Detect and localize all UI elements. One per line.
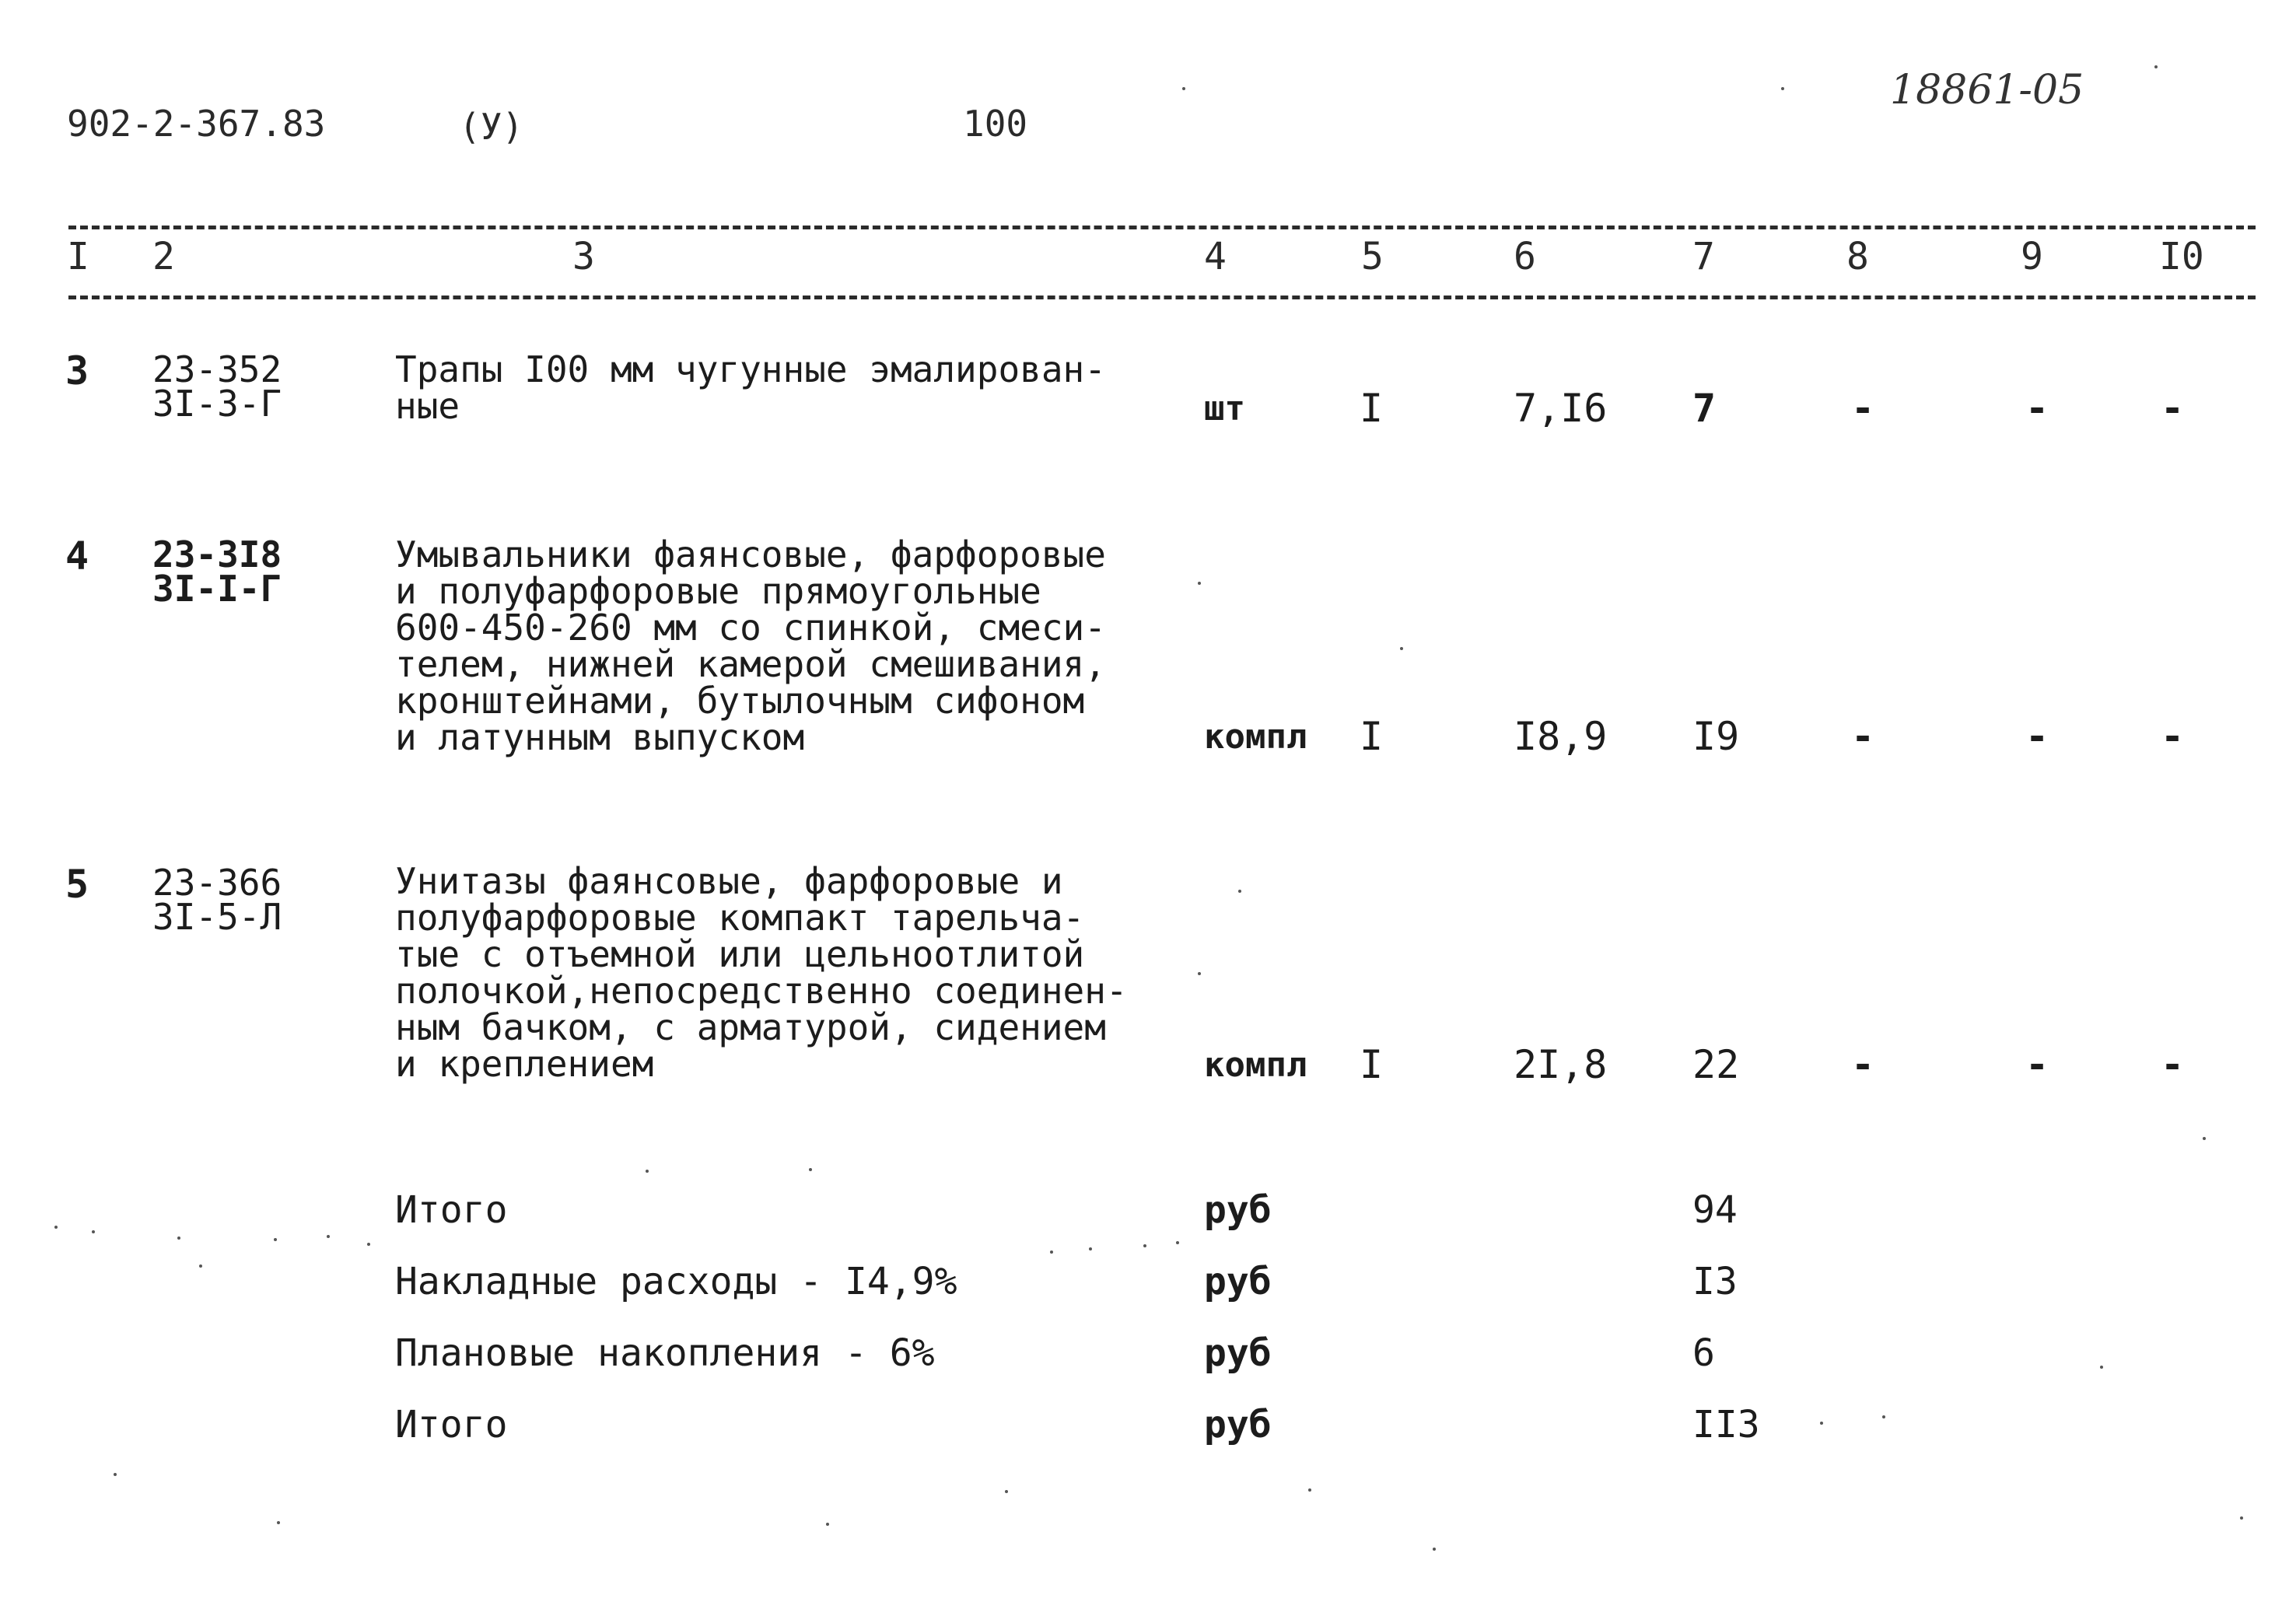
row-description: Трапы I00 мм чугунные эмалирован- ные — [395, 348, 1106, 427]
row-code-primary: 23-3I8 — [152, 533, 282, 575]
row-unit: компл — [1204, 717, 1307, 757]
row-code-primary: 23-352 — [152, 348, 282, 390]
summary-unit: руб — [1204, 1403, 1272, 1446]
row-col10: - — [2161, 714, 2185, 759]
summary-value: 94 — [1692, 1188, 1738, 1232]
row-col9: - — [2025, 386, 2049, 431]
summary-label: Плановые накопления - 6% — [395, 1331, 935, 1375]
summary-unit: руб — [1204, 1331, 1272, 1375]
summary-unit: руб — [1204, 1260, 1272, 1303]
column-header-2: 2 — [152, 235, 175, 278]
row-col9: - — [2025, 1042, 2049, 1087]
row-col8: - — [1851, 386, 1875, 431]
summary-label: Итого — [395, 1188, 508, 1232]
column-header-5: 5 — [1361, 235, 1384, 278]
row-description: Унитазы фаянсовые, фарфоровые и полуфарфоровые компакт тарельча- тые с отъемной или цельноотлитой полочкой,непосредственно соединен- ным бачком, с арматурой, сидением и креплением — [395, 860, 1128, 1085]
summary-value: II3 — [1692, 1403, 1760, 1446]
column-header-10: I0 — [2159, 235, 2204, 278]
row-col10: - — [2161, 1042, 2185, 1087]
summary-unit: руб — [1204, 1188, 1272, 1232]
page-number: 100 — [963, 103, 1028, 145]
row-quantity: I — [1360, 386, 1384, 431]
header-bottom-rule — [68, 296, 2256, 299]
row-code-secondary: 3I-3-Г — [152, 383, 282, 425]
row-col8: - — [1851, 1042, 1875, 1087]
row-code-secondary: 3I-5-Л — [152, 896, 282, 938]
row-unit: компл — [1204, 1045, 1307, 1085]
row-unit-price: 7,I6 — [1514, 386, 1608, 431]
column-header-9: 9 — [2021, 235, 2043, 278]
document-code: 902-2-367.83 — [67, 103, 326, 145]
summary-value: 6 — [1692, 1331, 1715, 1375]
document-variant: (У) — [459, 106, 524, 148]
inventory-stamp: 18861-05 — [1890, 67, 2084, 114]
row-number: 4 — [65, 533, 89, 579]
row-number: 3 — [65, 348, 89, 394]
column-header-4: 4 — [1204, 235, 1227, 278]
header-top-rule — [68, 226, 2256, 229]
column-header-6: 6 — [1514, 235, 1536, 278]
row-col10: - — [2161, 386, 2185, 431]
row-code-secondary: 3I-I-Г — [152, 568, 282, 610]
column-header-1: I — [67, 235, 89, 278]
summary-label: Накладные расходы - I4,9% — [395, 1260, 957, 1303]
column-header-8: 8 — [1846, 235, 1869, 278]
summary-label: Итого — [395, 1403, 508, 1446]
row-unit: шт — [1204, 389, 1245, 428]
row-col9: - — [2025, 714, 2049, 759]
row-unit-price: I8,9 — [1514, 714, 1608, 759]
row-total: 7 — [1692, 386, 1717, 431]
row-unit-price: 2I,8 — [1514, 1042, 1608, 1087]
row-description: Умывальники фаянсовые, фарфоровые и полуфарфоровые прямоугольные 600-450-260 мм со спинкой, смеси- телем, нижней камерой смешивания, кронштейнами, бутылочным сифоном и латунным выпуском — [395, 533, 1106, 758]
column-header-3: 3 — [572, 235, 595, 278]
row-code-primary: 23-366 — [152, 862, 282, 904]
row-col8: - — [1851, 714, 1875, 759]
row-quantity: I — [1360, 714, 1384, 759]
row-total: 22 — [1692, 1042, 1740, 1087]
column-header-7: 7 — [1692, 235, 1715, 278]
row-quantity: I — [1360, 1042, 1384, 1087]
summary-value: I3 — [1692, 1260, 1738, 1303]
row-total: I9 — [1692, 714, 1740, 759]
row-number: 5 — [65, 862, 89, 907]
